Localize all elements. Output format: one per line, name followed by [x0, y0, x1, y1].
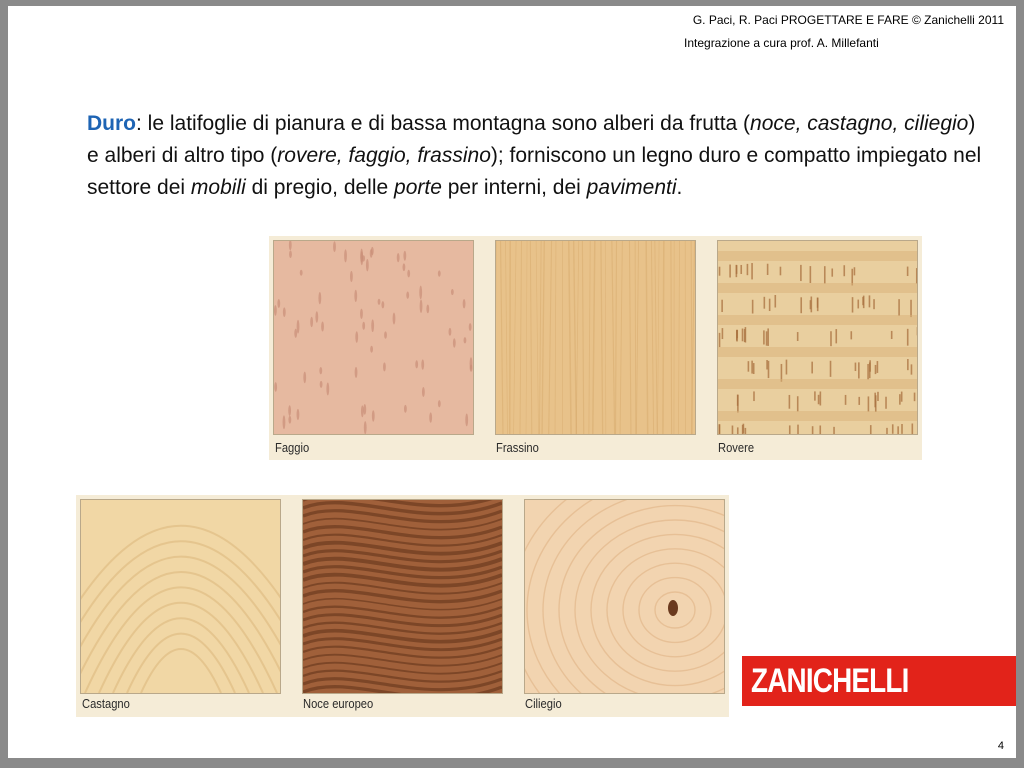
wood-texture-frassino [496, 241, 695, 434]
text-segment: . [676, 176, 683, 199]
wood-texture-noce [303, 500, 502, 693]
slide [8, 6, 1016, 758]
wood-label-castagno: Castagno [82, 696, 130, 711]
wood-texture-castagno [81, 500, 280, 693]
wood-label-noce: Noce europeo [303, 696, 374, 711]
wood-panel-bottom [76, 495, 729, 717]
wood-swatch-rovere [717, 240, 918, 435]
zanichelli-logo [742, 656, 1016, 706]
text-segment: ) e alberi di altro tipo ( [87, 112, 976, 167]
wood-swatch-ciliegio [524, 499, 725, 694]
wood-swatch-noce [302, 499, 503, 694]
wood-label-faggio: Faggio [275, 440, 310, 455]
wood-panel-top [269, 236, 922, 460]
page-number: 4 [997, 740, 1004, 752]
wood-label-ciliegio: Ciliegio [525, 696, 562, 711]
text-segment: di pregio, delle [245, 176, 395, 199]
wood-label-rovere: Rovere [718, 440, 755, 455]
wood-texture-faggio [274, 241, 473, 434]
wood-swatch-faggio [273, 240, 474, 435]
wood-texture-ciliegio [525, 500, 724, 693]
wood-swatch-frassino [495, 240, 696, 435]
wood-swatch-castagno [80, 499, 281, 694]
italic-segment: noce, castagno, ciliegio [750, 112, 969, 135]
italic-segment: rovere, faggio, frassino [277, 144, 491, 167]
wood-texture-rovere [718, 241, 917, 434]
wood-label-frassino: Frassino [496, 440, 539, 455]
text-segment: : le latifoglie di pianura e di bassa montagna sono alberi da frutta ( [136, 112, 751, 135]
keyword-duro: Duro [87, 112, 136, 135]
body-paragraph [87, 108, 992, 204]
italic-segment: porte [394, 176, 442, 199]
italic-segment: pavimenti [586, 176, 677, 199]
header-credit: G. Paci, R. Paci PROGETTARE E FARE © Zanichelli 2011 [692, 13, 1004, 27]
text-segment: per interni, dei [441, 176, 587, 199]
text-segment: ); forniscono un legno duro e compatto impiegato nel settore dei [87, 144, 982, 199]
header-integration: Integrazione a cura prof. A. Millefanti [684, 36, 879, 50]
italic-segment: mobili [190, 176, 246, 199]
logo-text: ZANICHELLI [751, 662, 909, 700]
